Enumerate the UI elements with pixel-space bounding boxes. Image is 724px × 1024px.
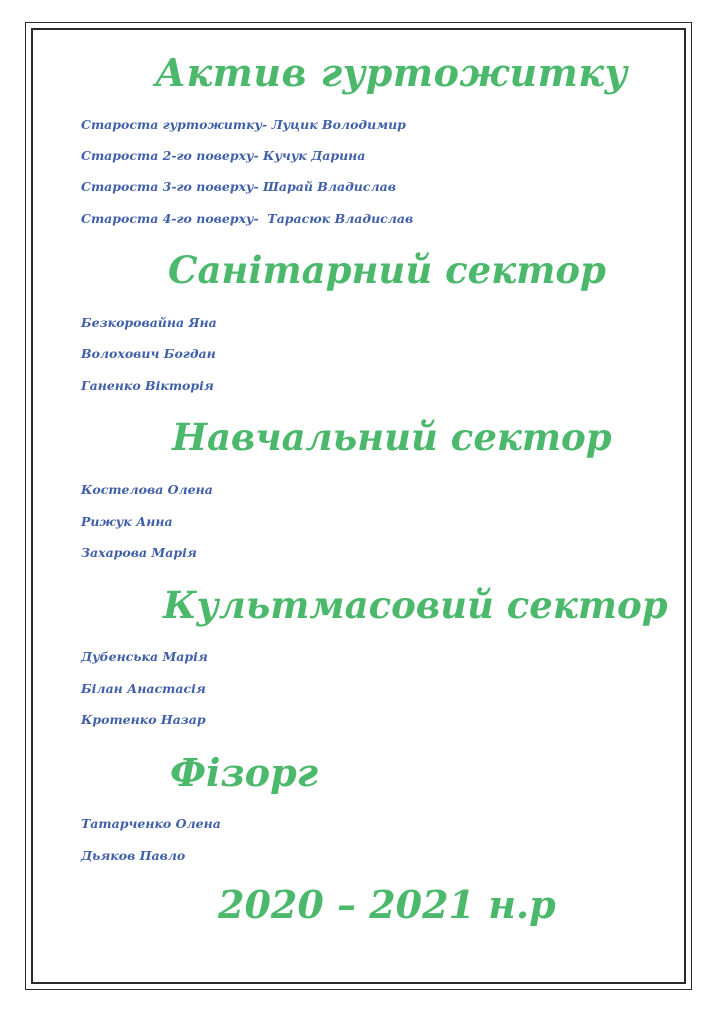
sport-member: Татарченко Олена: [81, 816, 221, 831]
culture-member: Білан Анастасія: [81, 681, 206, 696]
study-sector-heading: Навчальний сектор: [172, 415, 612, 459]
sanitary-member: Безкоровайна Яна: [81, 315, 217, 330]
floor-4-head: Староста 4-го поверху- Тарасюк Владислав: [81, 211, 414, 226]
study-member: Захарова Марія: [81, 545, 197, 560]
culture-sector-heading: Культмасовий сектор: [163, 583, 668, 627]
study-member: Рижук Анна: [81, 514, 173, 529]
dorm-head: Староста гуртожитку- Луцик Володимир: [81, 117, 406, 132]
floor-3-head: Староста 3-го поверху- Шарай Владислав: [81, 179, 396, 194]
page-border-inner: [31, 28, 686, 984]
academic-year: 2020 – 2021 н.р: [218, 882, 556, 927]
study-member: Костелова Олена: [81, 482, 213, 497]
culture-member: Кротенко Назар: [81, 712, 206, 727]
floor-2-head: Староста 2-го поверху- Кучук Дарина: [81, 148, 366, 163]
page-title: Актив гуртожитку: [155, 50, 628, 95]
sport-organizer-heading: Фізорг: [170, 750, 319, 795]
sanitary-sector-heading: Санітарний сектор: [168, 248, 606, 292]
sport-member: Дьяков Павло: [81, 848, 186, 863]
sanitary-member: Волохович Богдан: [81, 346, 216, 361]
culture-member: Дубенська Марія: [81, 649, 208, 664]
sanitary-member: Ганенко Вікторія: [81, 378, 214, 393]
